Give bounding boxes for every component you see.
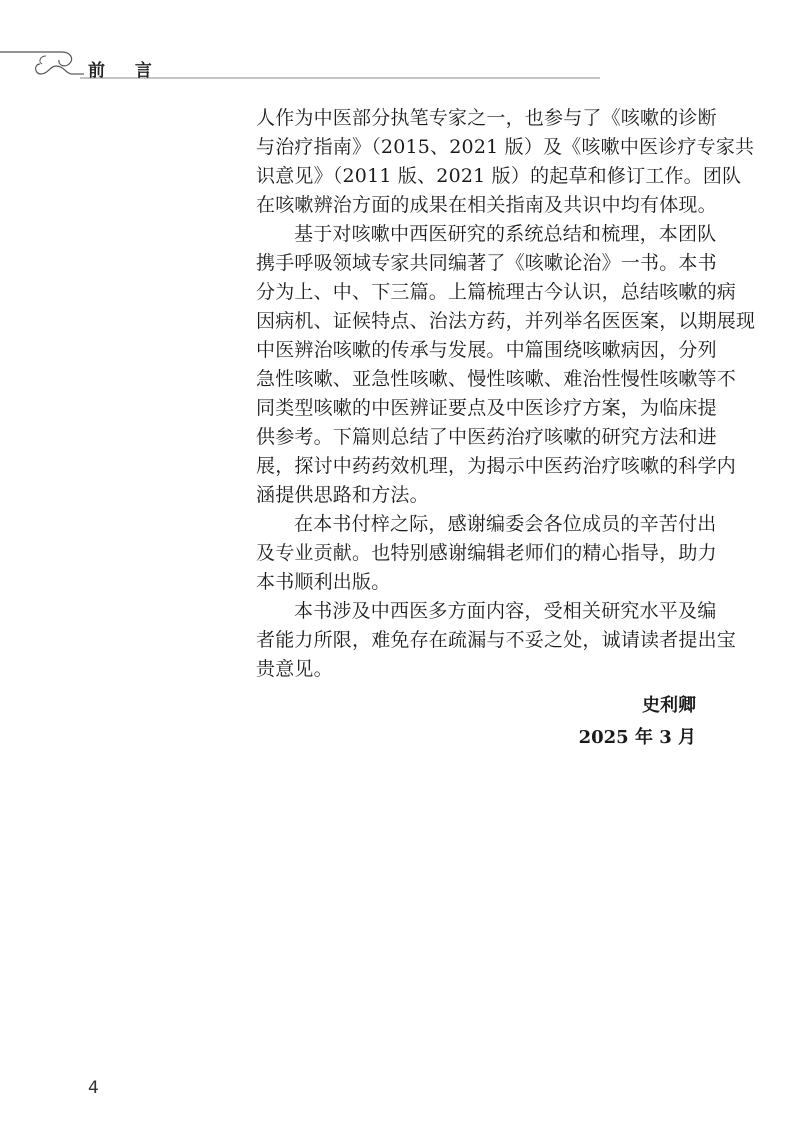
- preface-body: [256, 104, 756, 684]
- header-ornament-icon: [0, 0, 800, 100]
- page-header: [0, 0, 800, 100]
- text-line: 识意见》（2011 版、2021 版）的起草和修订工作。团队: [256, 165, 742, 187]
- text-line: 展，探讨中药药效机理，为揭示中医药治疗咳嗽的科学内: [256, 455, 737, 477]
- paragraph: [256, 104, 755, 220]
- text-line: 人作为中医部分执笔专家之一，也参与了《咳嗽的诊断: [256, 107, 717, 129]
- text-line: 因病机、证候特点、治法方药，并列举名医医案，以期展现: [256, 310, 756, 332]
- author-name: 史利卿: [642, 695, 696, 716]
- text-line: 急性咳嗽、亚急性咳嗽、慢性咳嗽、难治性慢性咳嗽等不: [256, 368, 737, 390]
- text-line: 携手呼吸领域专家共同编著了《咳嗽论治》一书。本书: [256, 252, 717, 274]
- text-line: 者能力所限，难免存在疏漏与不妥之处，诚请读者提出宝: [256, 629, 737, 651]
- text-line: 分为上、中、下三篇。上篇梳理古今认识，总结咳嗽的病: [256, 281, 737, 303]
- text-line: 基于对咳嗽中西医研究的系统总结和梳理，本团队: [294, 223, 717, 245]
- text-line: 供参考。下篇则总结了中医药治疗咳嗽的研究方法和进: [256, 426, 717, 448]
- text-line: 同类型咳嗽的中医辨证要点及中医诊疗方案，为临床提: [256, 397, 717, 419]
- text-line: 及专业贡献。也特别感谢编辑老师们的精心指导，助力: [256, 542, 717, 564]
- paragraph: [256, 510, 717, 597]
- signature-date: 2025 年 3 月: [578, 727, 696, 748]
- page-number: 4: [88, 1078, 99, 1098]
- text-line: 在本书付梓之际，感谢编委会各位成员的辛苦付出: [294, 513, 717, 535]
- signature-block: [579, 690, 696, 754]
- text-line: 中医辨治咳嗽的传承与发展。中篇围绕咳嗽病因，分列: [256, 339, 717, 361]
- text-line: 本书涉及中西医多方面内容，受相关研究水平及编: [294, 600, 717, 622]
- paragraph: [256, 220, 756, 510]
- text-line: 本书顺利出版。: [256, 571, 391, 593]
- text-line: 涵提供思路和方法。: [256, 484, 429, 506]
- page-title: 前 言: [88, 61, 164, 81]
- text-line: 与治疗指南》（2015、2021 版）及《咳嗽中医诊疗专家共: [256, 136, 755, 158]
- text-line: 在咳嗽辨治方面的成果在相关指南及共识中均有体现。: [256, 194, 717, 216]
- paragraph: [256, 597, 737, 684]
- text-line: 贵意见。: [256, 658, 333, 680]
